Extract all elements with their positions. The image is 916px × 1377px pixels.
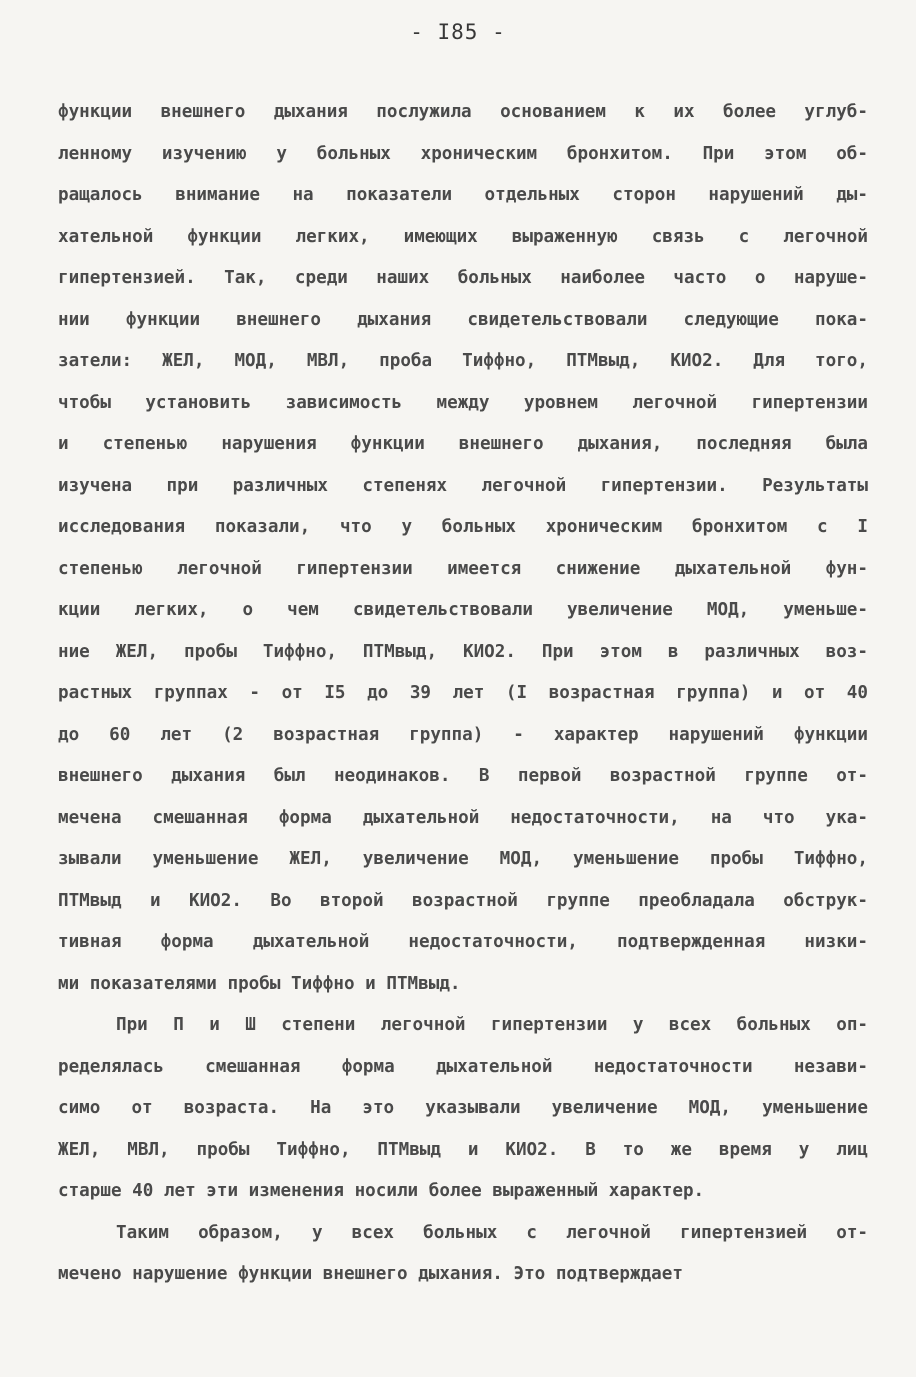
text-line: исследования показали, что у больных хроническим бронхитом с I	[58, 517, 868, 537]
text-line: кции легких, о чем свидетельствовали увеличение МОД, уменьше-	[58, 600, 868, 620]
text-line: ми показателями пробы Тиффно и ПТМвыд.	[58, 973, 461, 994]
text-line: При П и Ш степени легочной гипертензии у всех больных оп-	[116, 1015, 868, 1035]
page-number: - I85 -	[410, 20, 506, 44]
text-line: чтобы установить зависимость между уровнем легочной гипертензии	[58, 392, 868, 413]
text-line: степенью легочной гипертензии имеется снижение дыхательной фун-	[58, 558, 868, 579]
text-line: зывали уменьшение ЖЕЛ, увеличение МОД, уменьшение пробы Тиффно,	[58, 849, 868, 869]
text-line: ЖЕЛ, МВЛ, пробы Тиффно, ПТМвыд и КИО2. В то же время у лиц	[58, 1139, 868, 1160]
text-line: и степенью нарушения функции внешнего дыхания, последняя была	[58, 434, 868, 454]
text-line: ние ЖЕЛ, пробы Тиффно, ПТМвыд, КИО2. При этом в различных воз-	[58, 641, 868, 662]
text-line: тивная форма дыхательной недостаточности, подтвержденная низки-	[58, 932, 868, 952]
text-line: нии функции внешнего дыхания свидетельствовали следующие пока-	[58, 309, 868, 330]
text-line: ращалось внимание на показатели отдельных сторон нарушений ды-	[58, 185, 868, 205]
text-line: симо от возраста. На это указывали увеличение МОД, уменьшение	[58, 1098, 868, 1118]
text-line: ленному изучению у больных хроническим бронхитом. При этом об-	[58, 143, 868, 164]
text-line: изучена при различных степенях легочной гипертензии. Результаты	[58, 475, 868, 496]
text-line: старше 40 лет эти изменения носили более выраженный характер.	[58, 1181, 705, 1201]
text-line: ПТМвыд и КИО2. Во второй возрастной группе преобладала обструк-	[58, 890, 868, 911]
text-line: внешнего дыхания был неодинаков. В первой возрастной группе от-	[58, 766, 868, 786]
text-line: до 60 лет (2 возрастная группа) - характер нарушений функции	[58, 724, 868, 745]
text-line: растных группах - от I5 до 39 лет (I возрастная группа) и от 40	[58, 683, 868, 703]
text-line: мечена смешанная форма дыхательной недостаточности, на что ука-	[58, 807, 868, 828]
text-line: гипертензией. Так, среди наших больных наиболее часто о наруше-	[58, 268, 868, 288]
text-line: хательной функции легких, имеющих выраженную связь с легочной	[58, 226, 868, 247]
body-text	[58, 92, 868, 1296]
text-line: Таким образом, у всех больных с легочной гипертензией от-	[116, 1222, 868, 1243]
text-line: ределялась смешанная форма дыхательной недостаточности незави-	[58, 1056, 868, 1077]
text-line: затели: ЖЕЛ, МОД, МВЛ, проба Тиффно, ПТМвыд, КИО2. Для того,	[58, 351, 868, 371]
text-line: функции внешнего дыхания послужила основанием к их более углуб-	[58, 102, 868, 122]
text-line: мечено нарушение функции внешнего дыхания. Это подтверждает	[58, 1264, 683, 1284]
